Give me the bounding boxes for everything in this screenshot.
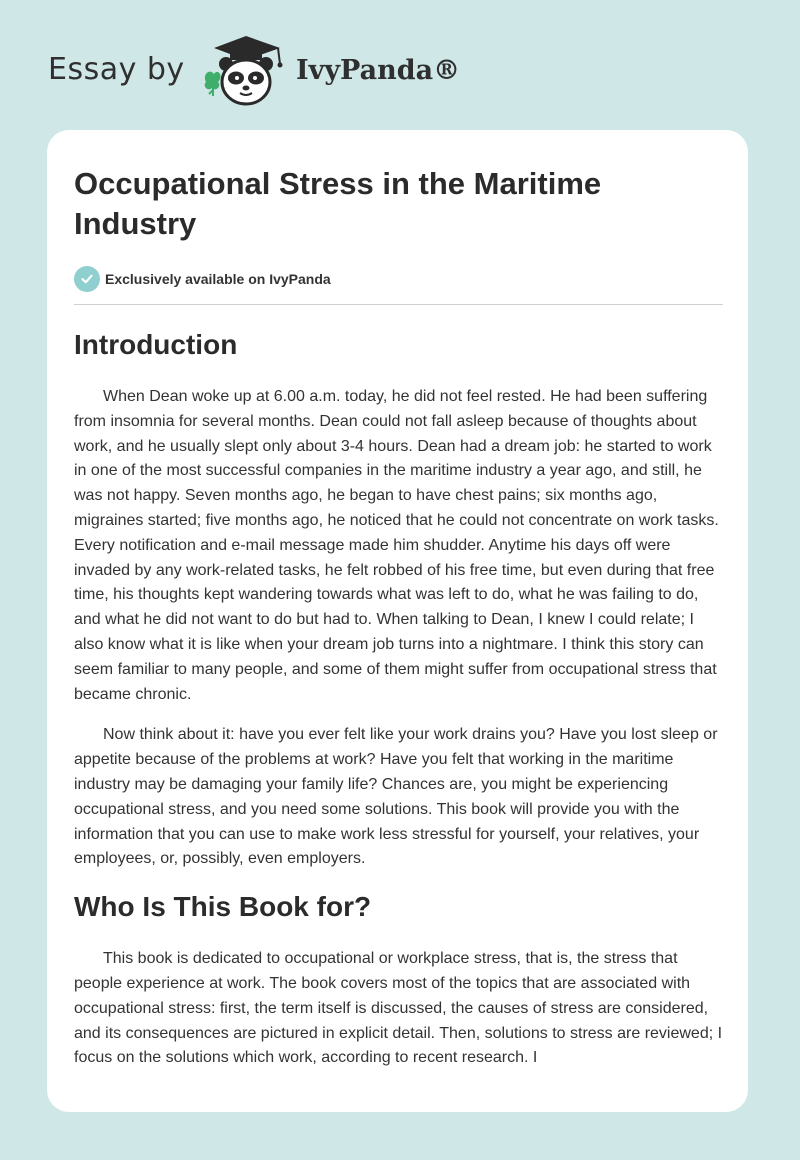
paragraph: Now think about it: have you ever felt like your work drains you? Have you lost sleep or appetite because of the problems at work? Have you felt that working in the maritime industry may be damaging your family life? Chances are, you might be experiencing occupational stress, and you need some solutions. This book will provide you with the information that you can use to make work less stressful for yourself, your relatives, your employees, or, possibly, even employers. bbox=[74, 726, 718, 868]
exclusive-badge bbox=[74, 266, 724, 292]
section-heading-who-is-this-book-for: Who Is This Book for? bbox=[74, 891, 372, 923]
paragraph: When Dean woke up at 6.00 a.m. today, he did not feel rested. He had been suffering from insomnia for several months. Dean could not fall asleep because of thoughts about work, and he usually slept only about 3-4 hours. Dean had a dream job: he started to work in one of the most successful companies in the maritime industry a year ago, and still, he was not happy. Seven months ago, he began to have chest pains; six months ago, migraines started; five months ago, he noticed that he could not concentrate on work tasks. Every notification and e-mail message made him shudder. Anytime his days off were invaded by any work-related tasks, he felt robbed of his free time, but even during that free time, his thoughts kept wandering towards what was left to do, what he was failing to do, and what he did not want to do but had to. When talking to Dean, I knew I could relate; I also know what it is like when your dream job turns into a nightmare. I think this story can seem familiar to many people, and some of them might suffer from occupational stress that became chronic. bbox=[74, 388, 719, 703]
brand-name: IvyPanda® bbox=[296, 55, 461, 86]
brand-prefix: Essay by bbox=[48, 52, 185, 87]
essay-content bbox=[74, 164, 724, 1071]
badge-label: Exclusively available on IvyPanda bbox=[105, 271, 331, 287]
essay-card bbox=[47, 130, 748, 1112]
panda-logo-icon bbox=[200, 34, 292, 110]
paragraph: This book is dedicated to occupational or workplace stress, that is, the stress that people experience at work. The book covers most of the topics that are associated with occupational stress: first, the term itself is discussed, the causes of stress are considered, and its consequences are pictured in explicit detail. Then, solutions to stress are reviewed; I focus on the solutions which work, according to recent research. I bbox=[74, 950, 723, 1067]
check-icon bbox=[74, 266, 100, 292]
title-divider bbox=[74, 304, 723, 305]
essay-title: Occupational Stress in the Maritime Industry bbox=[74, 166, 602, 241]
section-heading-introduction: Introduction bbox=[74, 329, 238, 360]
brand-header[interactable] bbox=[48, 34, 468, 114]
